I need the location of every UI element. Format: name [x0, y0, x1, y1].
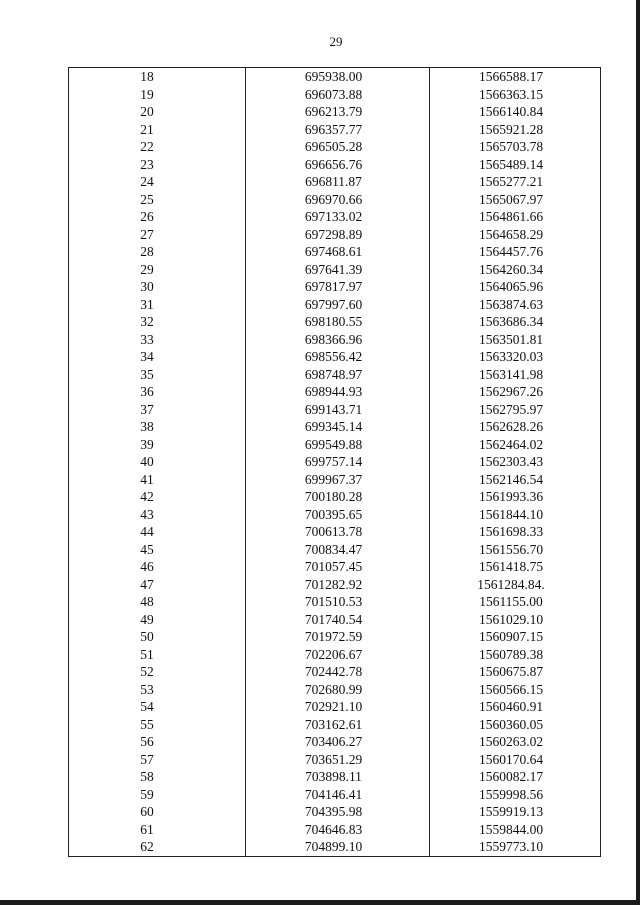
x-coordinate-cell: 695938.00 — [246, 68, 430, 86]
scan-border-bottom — [0, 900, 640, 905]
x-coordinate-cell: 703162.61 — [246, 716, 430, 734]
y-coordinate-cell: 1564861.66 — [478, 209, 544, 224]
x-coordinate-cell: 699757.14 — [246, 453, 430, 471]
x-coordinate-cell: 696970.66 — [246, 191, 430, 209]
table-row — [69, 173, 601, 191]
table-row — [69, 208, 601, 226]
table-row — [69, 296, 601, 314]
y-coordinate-cell: 1560566.15 — [478, 681, 544, 697]
point-number-cell: 30 — [69, 278, 246, 296]
table-row — [69, 681, 601, 699]
y-coordinate-cell: 1563320.03 — [478, 349, 544, 364]
y-coordinate-cell: 1561698.33 — [478, 524, 544, 539]
x-coordinate-cell: 704146.41 — [246, 786, 430, 804]
y-coordinate-cell: 1560360.05 — [478, 716, 544, 732]
table-row — [69, 698, 601, 716]
table-row — [69, 593, 601, 611]
point-number-cell: 20 — [69, 103, 246, 121]
table-row — [69, 838, 601, 856]
table-row — [69, 156, 601, 174]
table-row — [69, 401, 601, 419]
y-coordinate-cell: 1565703.78 — [478, 139, 544, 154]
table-row — [69, 103, 601, 121]
point-number-cell: 57 — [69, 751, 246, 769]
table-row — [69, 733, 601, 751]
point-number-cell: 62 — [69, 838, 246, 856]
point-number-cell: 26 — [69, 208, 246, 226]
point-number-cell: 35 — [69, 366, 246, 384]
y-coordinate-cell: 1563501.81 — [478, 331, 544, 347]
x-coordinate-cell: 701057.45 — [246, 558, 430, 576]
y-coordinate-cell: 1560907.15 — [478, 629, 544, 644]
x-coordinate-cell: 701510.53 — [246, 593, 430, 611]
coordinates-table-container — [68, 67, 600, 857]
point-number-cell: 27 — [69, 226, 246, 244]
point-number-cell: 33 — [69, 331, 246, 349]
point-number-cell: 50 — [69, 628, 246, 646]
y-coordinate-cell: 1562464.02 — [478, 436, 544, 452]
table-row — [69, 138, 601, 156]
point-number-cell: 32 — [69, 313, 246, 331]
table-row — [69, 366, 601, 384]
y-coordinate-cell: 1562628.26 — [478, 419, 544, 434]
table-row — [69, 68, 601, 86]
point-number-cell: 49 — [69, 611, 246, 629]
x-coordinate-cell: 700613.78 — [246, 523, 430, 541]
point-number-cell: 36 — [69, 383, 246, 401]
table-row — [69, 558, 601, 576]
table-row — [69, 383, 601, 401]
point-number-cell: 34 — [69, 348, 246, 366]
x-coordinate-cell: 699143.71 — [246, 401, 430, 419]
point-number-cell: 38 — [69, 418, 246, 436]
point-number-cell: 29 — [69, 261, 246, 279]
y-coordinate-cell: 1561993.36 — [478, 489, 544, 504]
y-coordinate-cell: 1561029.10 — [478, 611, 544, 627]
point-number-cell: 47 — [69, 576, 246, 594]
x-coordinate-cell: 704646.83 — [246, 821, 430, 839]
table-row — [69, 348, 601, 366]
y-coordinate-cell: 1562967.26 — [478, 384, 544, 399]
table-row — [69, 86, 601, 104]
y-coordinate-cell: 1560460.91 — [478, 699, 544, 714]
table-row — [69, 523, 601, 541]
x-coordinate-cell: 697641.39 — [246, 261, 430, 279]
y-coordinate-cell: 1562303.43 — [478, 454, 544, 469]
table-row — [69, 663, 601, 681]
table-row — [69, 716, 601, 734]
table-row — [69, 121, 601, 139]
x-coordinate-cell: 698748.97 — [246, 366, 430, 384]
y-coordinate-cell: 1564658.29 — [478, 226, 544, 242]
table-row — [69, 261, 601, 279]
y-coordinate-cell: 1565067.97 — [478, 191, 544, 207]
x-coordinate-cell: 696811.87 — [246, 173, 430, 191]
x-coordinate-cell: 696505.28 — [246, 138, 430, 156]
point-number-cell: 25 — [69, 191, 246, 209]
point-number-cell: 44 — [69, 523, 246, 541]
x-coordinate-cell: 702442.78 — [246, 663, 430, 681]
coordinates-table-body — [69, 68, 601, 857]
y-coordinate-cell: 1566363.15 — [478, 86, 544, 102]
point-number-cell: 52 — [69, 663, 246, 681]
table-row — [69, 506, 601, 524]
y-coordinate-cell: 1559844.00 — [478, 821, 544, 837]
x-coordinate-cell: 704395.98 — [246, 803, 430, 821]
point-number-cell: 40 — [69, 453, 246, 471]
point-number-cell: 48 — [69, 593, 246, 611]
table-row — [69, 453, 601, 471]
table-row — [69, 768, 601, 786]
y-coordinate-cell: 1560263.02 — [478, 734, 544, 749]
y-coordinate-cell: 1561844.10 — [478, 506, 544, 522]
y-coordinate-cell: 1563141.98 — [478, 366, 544, 382]
x-coordinate-cell: 702206.67 — [246, 646, 430, 664]
x-coordinate-cell: 700395.65 — [246, 506, 430, 524]
x-coordinate-cell: 702921.10 — [246, 698, 430, 716]
table-row — [69, 576, 601, 594]
scan-border-right — [636, 0, 640, 905]
table-row — [69, 803, 601, 821]
point-number-cell: 56 — [69, 733, 246, 751]
x-coordinate-cell: 697298.89 — [246, 226, 430, 244]
x-coordinate-cell: 698944.93 — [246, 383, 430, 401]
point-number-cell: 55 — [69, 716, 246, 734]
y-coordinate-cell: 1563686.34 — [478, 314, 544, 329]
point-number-cell: 61 — [69, 821, 246, 839]
y-coordinate-cell: 1566588.17 — [478, 69, 544, 84]
x-coordinate-cell: 696357.77 — [246, 121, 430, 139]
table-row — [69, 313, 601, 331]
y-coordinate-cell: 1560789.38 — [478, 646, 544, 662]
x-coordinate-cell: 699967.37 — [246, 471, 430, 489]
table-row — [69, 646, 601, 664]
table-row — [69, 541, 601, 559]
table-row — [69, 226, 601, 244]
point-number-cell: 22 — [69, 138, 246, 156]
table-row — [69, 331, 601, 349]
table-row — [69, 611, 601, 629]
page-number: 29 — [329, 34, 343, 49]
point-number-cell: 41 — [69, 471, 246, 489]
x-coordinate-cell: 700834.47 — [246, 541, 430, 559]
table-row — [69, 821, 601, 839]
point-number-cell: 18 — [69, 68, 246, 86]
x-coordinate-cell: 700180.28 — [246, 488, 430, 506]
x-coordinate-cell: 698556.42 — [246, 348, 430, 366]
table-row — [69, 191, 601, 209]
x-coordinate-cell: 696656.76 — [246, 156, 430, 174]
x-coordinate-cell: 697817.97 — [246, 278, 430, 296]
table-row — [69, 471, 601, 489]
point-number-cell: 60 — [69, 803, 246, 821]
y-coordinate-cell: 1560170.64 — [478, 751, 544, 767]
point-number-cell: 51 — [69, 646, 246, 664]
y-coordinate-cell: 1559998.56 — [478, 786, 544, 802]
y-coordinate-cell: 1562146.54 — [478, 471, 544, 487]
point-number-cell: 54 — [69, 698, 246, 716]
x-coordinate-cell: 701282.92 — [246, 576, 430, 594]
point-number-cell: 24 — [69, 173, 246, 191]
y-coordinate-cell: 1565921.28 — [478, 121, 544, 137]
y-coordinate-cell: 1563874.63 — [478, 296, 544, 312]
table-row — [69, 751, 601, 769]
point-number-cell: 21 — [69, 121, 246, 139]
table-row — [69, 436, 601, 454]
x-coordinate-cell: 698180.55 — [246, 313, 430, 331]
point-number-cell: 53 — [69, 681, 246, 699]
point-number-cell: 45 — [69, 541, 246, 559]
y-coordinate-cell: 1564260.34 — [478, 261, 544, 277]
y-coordinate-cell: 1561556.70 — [478, 541, 544, 557]
x-coordinate-cell: 696213.79 — [246, 103, 430, 121]
y-coordinate-cell: 1559773.10 — [478, 839, 544, 854]
point-number-cell: 28 — [69, 243, 246, 261]
y-coordinate-cell: 1565489.14 — [478, 156, 544, 172]
table-row — [69, 278, 601, 296]
point-number-cell: 23 — [69, 156, 246, 174]
point-number-cell: 39 — [69, 436, 246, 454]
x-coordinate-cell: 702680.99 — [246, 681, 430, 699]
y-coordinate-cell: 1560675.87 — [478, 664, 544, 679]
point-number-cell: 42 — [69, 488, 246, 506]
y-coordinate-cell: 1561155.00 — [479, 594, 543, 609]
y-coordinate-cell: 1566140.84 — [478, 104, 544, 119]
point-number-cell: 37 — [69, 401, 246, 419]
point-number-cell: 43 — [69, 506, 246, 524]
table-row — [69, 488, 601, 506]
x-coordinate-cell: 704899.10 — [246, 838, 430, 856]
y-coordinate-cell: 1561284.84. — [477, 576, 545, 592]
y-coordinate-cell: 1559919.13 — [478, 804, 544, 819]
x-coordinate-cell: 703406.27 — [246, 733, 430, 751]
coordinates-table — [68, 67, 601, 857]
point-number-cell: 31 — [69, 296, 246, 314]
x-coordinate-cell: 697468.61 — [246, 243, 430, 261]
point-number-cell: 59 — [69, 786, 246, 804]
y-coordinate-cell: 1564457.76 — [478, 244, 544, 259]
y-coordinate-cell: 1560082.17 — [478, 769, 544, 784]
x-coordinate-cell: 698366.96 — [246, 331, 430, 349]
x-coordinate-cell: 699549.88 — [246, 436, 430, 454]
x-coordinate-cell: 703651.29 — [246, 751, 430, 769]
x-coordinate-cell: 697997.60 — [246, 296, 430, 314]
y-coordinate-cell: 1565277.21 — [478, 174, 544, 189]
table-row — [69, 418, 601, 436]
x-coordinate-cell: 703898.11 — [246, 768, 430, 786]
table-row — [69, 786, 601, 804]
y-coordinate-cell: 1562795.97 — [478, 401, 544, 417]
table-row — [69, 628, 601, 646]
point-number-cell: 46 — [69, 558, 246, 576]
x-coordinate-cell: 696073.88 — [246, 86, 430, 104]
y-coordinate-cell: 1561418.75 — [478, 559, 544, 574]
x-coordinate-cell: 697133.02 — [246, 208, 430, 226]
x-coordinate-cell: 701740.54 — [246, 611, 430, 629]
point-number-cell: 19 — [69, 86, 246, 104]
y-coordinate-cell: 1564065.96 — [478, 279, 544, 294]
point-number-cell: 58 — [69, 768, 246, 786]
x-coordinate-cell: 701972.59 — [246, 628, 430, 646]
table-row — [69, 243, 601, 261]
x-coordinate-cell: 699345.14 — [246, 418, 430, 436]
